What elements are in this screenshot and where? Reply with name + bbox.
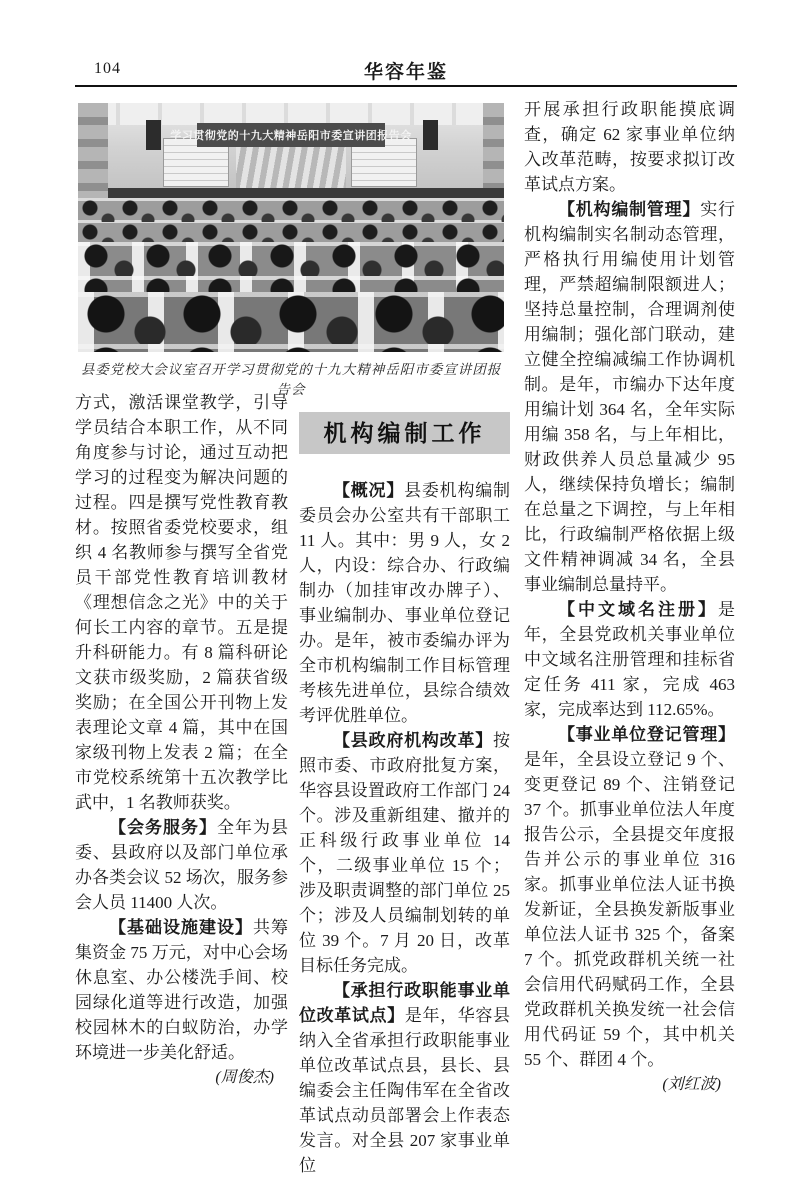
- paragraph-text: 是年，华容县纳入全省承担行政职能事业单位改革试点县，县长、县编委会主任陶伟军在全省改革试点动员部署会上作表态发言。对全县 207 家事业单位: [299, 1006, 511, 1175]
- section-heading: 机构编制工作: [299, 412, 510, 454]
- paragraph: [524, 722, 735, 1072]
- paragraph-text: 是年，全县设立登记 9 个、变更登记 89 个、注销登记 37 个。抓事业单位法人年度报告公示，全县提交年度报告并公示的事业单位 316 家。抓事业单位法人证书换发新证，全县换发新版事业单位法人证书 325 个，备案 7 个。抓党政群机关统一社会信用代码赋码工作，全县党政群机关换发统一社会信用代码证 59 个，其中机关 55 个、群团 4 个。: [524, 750, 735, 1069]
- entry-heading: 【事业单位登记管理】: [558, 725, 735, 744]
- paragraph: [524, 97, 735, 197]
- photo-caption: 县委党校大会议室召开学习贯彻党的十九大精神岳阳市委宣讲团报告会: [80, 362, 502, 397]
- paragraph-text: 是年，全县党政机关事业单位中文域名注册管理和挂标省定任务 411 家，完成 463 家，完成率达到 112.65%。: [524, 600, 735, 719]
- photo-audience-middle-rows: [78, 242, 504, 292]
- paragraph: [299, 728, 510, 978]
- page-number: 104: [94, 60, 121, 77]
- entry-heading: 【概况】: [333, 481, 405, 500]
- paragraph-text: 全年为县委、县政府以及部门单位承办各类会议 52 场次，服务参会人员 11400 人次。: [75, 818, 288, 912]
- paragraph: [524, 197, 735, 597]
- photo-audience-back-rows: [78, 198, 504, 243]
- paragraph: [299, 478, 510, 728]
- conference-photo: [78, 103, 504, 352]
- photo-speaker-left: [146, 120, 161, 150]
- paragraph: [75, 915, 288, 1065]
- paragraph-text: 共筹集资金 75 万元，对中心会场休息室、办公楼洗手间、校园绿化道等进行改造，加强校园林木的白蚁防治，办学环境进一步美化舒适。: [75, 918, 288, 1062]
- author-signature: (刘红波): [662, 1076, 721, 1093]
- column-right: [524, 97, 735, 1097]
- entry-heading: 【承担行政职能事业单位改革试点】: [299, 981, 510, 1025]
- photo-stage-table: [108, 188, 504, 198]
- paragraph-text: 开展承担行政职能摸底调查，确定 62 家事业单位纳入改革范畴，按要求拟订改革试点方案。: [524, 100, 735, 194]
- column-left: [75, 390, 288, 1090]
- entry-heading: 【中文域名注册】: [558, 600, 718, 619]
- photo-banner-text: 学习贯彻党的十九大精神岳阳市委宣讲团报告会: [170, 129, 412, 142]
- paragraph: [75, 815, 288, 915]
- paragraph: [524, 597, 735, 722]
- paragraph-text: 按照市委、市政府批复方案，华容县设置政府工作部门 24 个。涉及重新组建、撤并的正科级行政事业单位 14 个，二级事业单位 15 个；涉及职责调整的部门单位 25 个；涉及人员编制划转的单位 39 个。7 月 20 日，改革目标任务完成。: [299, 731, 510, 975]
- entry-heading: 【基础设施建设】: [109, 918, 253, 937]
- photo-banner: [170, 123, 412, 147]
- author-signature: (周俊杰): [215, 1069, 274, 1086]
- paragraph-text: 县委机构编制委员会办公室共有干部职工 11 人。其中：男 9 人，女 2 人，内设：综合办、行政编制办（加挂审改办牌子）、事业编制办、事业单位登记办。是年，被市委编办评为全市机构编制工作目标管理考核先进单位，县综合绩效考评优胜单位。: [299, 481, 511, 725]
- paragraph: [299, 978, 510, 1178]
- photo-stage-flags: [236, 140, 347, 192]
- journal-title: 华容年鉴: [363, 62, 448, 83]
- paragraph-text: 实行机构编制实名制动态管理，严格执行用编使用计划管理，严禁超编制限额进人；坚持总量控制，合理调剂使用编制；强化部门联动，建立健全控编减编工作协调机制。是年，市编办下达年度用编计划 364 名，全年实际用编 358 名，与上年相比，财政供养人员总量减少 95 人，继续保持负增长；编制在总量之下调控，与上年相比，行政编制严格依据上级文件精神调减 34 名，全县事业编制总量持平。: [524, 200, 736, 594]
- photo-speaker-right: [423, 120, 438, 150]
- photo-audience-front-rows: [78, 292, 504, 352]
- entry-heading: 【会务服务】: [109, 818, 217, 837]
- entry-heading: 【机构编制管理】: [558, 200, 701, 219]
- paragraph: [75, 390, 288, 815]
- column-middle: [299, 412, 510, 1178]
- paragraph-text: 方式，激活课堂教学，引导学员结合本职工作，从不同角度参与讨论，通过互动把学习的过程变为解决问题的过程。四是撰写党性教育教材。按照省委党校要求，组织 4 名教师参与撰写全省党员干部党性教育培训教材《理想信念之光》中的关于何长工内容的章节。五是提升科研能力。有 8 篇科研论文获市级奖励，2 篇获省级奖励；在全国公开刊物上发表理论文章 4 篇，其中在国家级刊物上发表 2 篇；在全市党校系统第十五次教学比武中，1 名教师获奖。: [75, 393, 288, 812]
- header-rule: [75, 85, 737, 87]
- entry-heading: 【县政府机构改革】: [333, 731, 493, 750]
